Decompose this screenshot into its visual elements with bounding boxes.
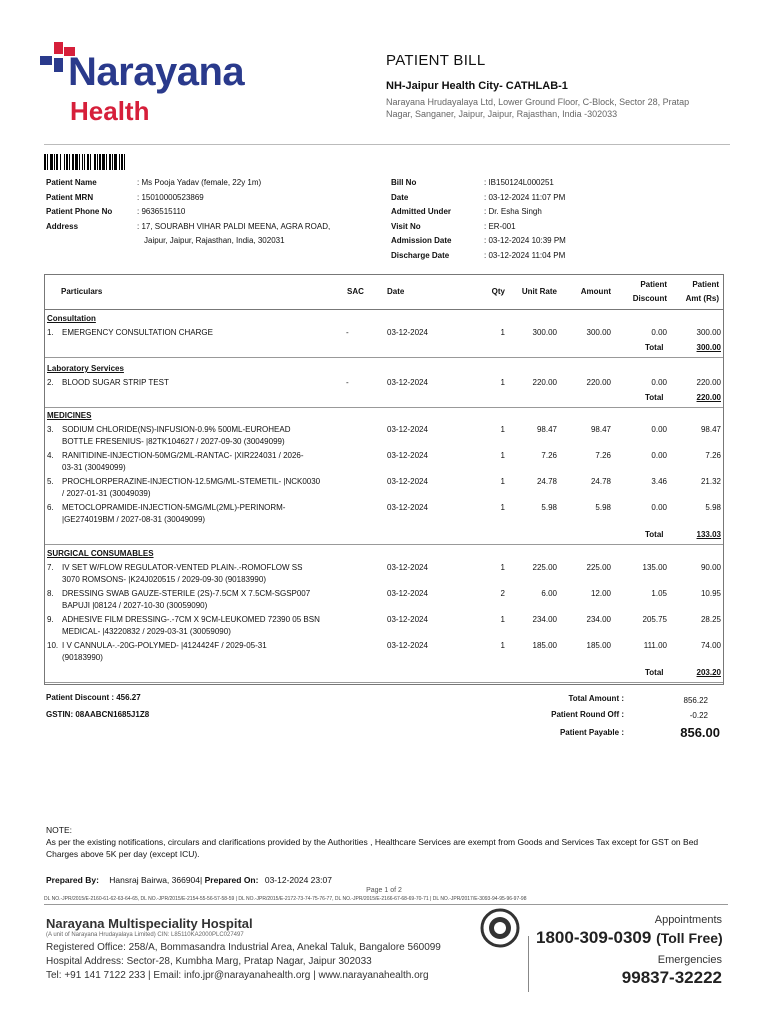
section-total-label: Total bbox=[645, 343, 664, 352]
item-date: 03-12-2024 bbox=[387, 563, 428, 572]
prepared-on-value: 03-12-2024 23:07 bbox=[264, 875, 332, 885]
item-date: 03-12-2024 bbox=[387, 641, 428, 650]
item-rate: 185.00 bbox=[532, 641, 557, 650]
item-qty: 2 bbox=[500, 589, 505, 598]
section-total-label: Total bbox=[645, 668, 664, 677]
logo-text-health: Health bbox=[70, 96, 150, 126]
emergencies-label: Emergencies bbox=[657, 954, 722, 966]
page-title: PATIENT BILL bbox=[386, 52, 486, 69]
col-sac: SAC bbox=[347, 287, 364, 296]
table-body bbox=[45, 310, 723, 684]
nabh-seal-icon bbox=[480, 908, 520, 948]
item-qty: 1 bbox=[500, 425, 505, 434]
prepared-by-value: Hansraj Bairwa, 366904| bbox=[109, 875, 203, 885]
divider bbox=[44, 144, 730, 145]
item-patient-amt: 74.00 bbox=[700, 641, 721, 650]
item-discount: 1.05 bbox=[651, 589, 667, 598]
patient-info-label: Patient Name bbox=[46, 178, 97, 187]
section-divider bbox=[45, 544, 723, 545]
appointments-label: Appointments bbox=[654, 914, 722, 926]
col-patient-discount-1: Patient bbox=[640, 280, 667, 289]
item-qty: 1 bbox=[500, 477, 505, 486]
patient-info-right bbox=[391, 176, 691, 264]
item-desc-cont: MEDICAL- |43220832 / 2029-03-31 (30059090) bbox=[62, 627, 231, 636]
item-desc: IV SET W/FLOW REGULATOR-VENTED PLAIN-.-ROMOFLOW SS bbox=[62, 563, 303, 572]
patient-info-row bbox=[46, 220, 376, 249]
item-rate: 234.00 bbox=[532, 615, 557, 624]
item-amount: 225.00 bbox=[586, 563, 611, 572]
round-off-value: -0.22 bbox=[689, 711, 708, 720]
item-sac: - bbox=[346, 378, 349, 387]
item-desc: RANITIDINE-INJECTION-50MG/2ML-RANTAC- |XIR224031 / 2026- bbox=[62, 451, 304, 460]
section-total-value: 220.00 bbox=[696, 393, 721, 402]
note bbox=[46, 824, 726, 860]
item-rate: 98.47 bbox=[536, 425, 557, 434]
total-amount-label: Total Amount : bbox=[568, 694, 624, 703]
item-qty: 1 bbox=[500, 615, 505, 624]
item-desc: EMERGENCY CONSULTATION CHARGE bbox=[62, 328, 213, 337]
patient-info-row bbox=[46, 191, 376, 206]
item-desc: ADHESIVE FILM DRESSING-.-7CM X 9CM-LEUKOMED 72390 05 BSN bbox=[62, 615, 320, 624]
footer-registered: Registered Office: 258/A, Bommasandra Industrial Area, Anekal Taluk, Bangalore 560099 bbox=[46, 942, 441, 953]
emergencies-number: 99837-32222 bbox=[621, 968, 722, 987]
bill-info-row bbox=[391, 249, 691, 264]
patient-info-value: : 15010000523869 bbox=[137, 192, 204, 202]
item-desc-cont: 03-31 (30049099) bbox=[62, 463, 126, 472]
section-total-label: Total bbox=[645, 393, 664, 402]
footer-hospital-name: Narayana Multispeciality Hospital bbox=[46, 916, 253, 931]
item-patient-amt: 28.25 bbox=[700, 615, 721, 624]
col-patient-amt-1: Patient bbox=[692, 280, 719, 289]
col-patient-discount-2: Discount bbox=[632, 294, 667, 303]
col-particulars: Particulars bbox=[61, 287, 103, 296]
bill-info-value: : 03-12-2024 11:04 PM bbox=[484, 250, 566, 260]
footer-hospital-address: Hospital Address: Sector-28, Kumbha Marg, Pratap Nagar, Jaipur 302033 bbox=[46, 956, 372, 967]
note-text: As per the existing notifications, circulars and clarifications provided by the Authorities , Healthcare Services are exempt from Goods and Services Tax except for GST on Bed Charges above 5K per day (except ICU). bbox=[46, 837, 699, 859]
patient-info-value: : 17, SOURABH VIHAR PALDI MEENA, AGRA ROAD, bbox=[137, 221, 331, 231]
item-no: 5. bbox=[47, 477, 54, 486]
bill-info-label: Bill No bbox=[391, 178, 417, 187]
item-discount: 111.00 bbox=[643, 641, 667, 650]
item-amount: 300.00 bbox=[586, 328, 611, 337]
item-no: 4. bbox=[47, 451, 54, 460]
item-date: 03-12-2024 bbox=[387, 451, 428, 460]
item-rate: 300.00 bbox=[532, 328, 557, 337]
section-divider bbox=[45, 357, 723, 358]
item-amount: 234.00 bbox=[586, 615, 611, 624]
item-amount: 220.00 bbox=[586, 378, 611, 387]
item-amount: 5.98 bbox=[595, 503, 611, 512]
bill-info-row bbox=[391, 191, 691, 206]
round-off-label: Patient Round Off : bbox=[551, 710, 624, 719]
bill-info-label: Admission Date bbox=[391, 236, 452, 246]
item-desc: METOCLOPRAMIDE-INJECTION-5MG/ML(2ML)-PERINORM- bbox=[62, 503, 286, 512]
section-divider bbox=[45, 682, 723, 683]
item-desc-cont: |GE274019BM / 2027-08-31 (30049099) bbox=[62, 515, 206, 524]
col-qty: Qty bbox=[491, 287, 505, 296]
item-qty: 1 bbox=[500, 563, 505, 572]
item-no: 2. bbox=[47, 378, 54, 387]
item-desc-cont: / 2027-01-31 (30049039) bbox=[62, 489, 151, 498]
section-title: Laboratory Services bbox=[47, 364, 124, 373]
logo-text-narayana: Narayana bbox=[68, 50, 245, 94]
item-discount: 3.46 bbox=[651, 477, 667, 486]
item-discount: 205.75 bbox=[642, 615, 667, 624]
item-qty: 1 bbox=[500, 378, 505, 387]
item-rate: 24.78 bbox=[536, 477, 557, 486]
item-no: 7. bbox=[47, 563, 54, 572]
item-discount: 0.00 bbox=[651, 328, 667, 337]
item-qty: 1 bbox=[500, 328, 505, 337]
section-title: Consultation bbox=[47, 314, 96, 323]
hospital-name: NH-Jaipur Health City- CATHLAB-1 bbox=[386, 80, 568, 92]
item-date: 03-12-2024 bbox=[387, 589, 428, 598]
item-sac: - bbox=[346, 328, 349, 337]
bill-info-label: Admitted Under bbox=[391, 207, 451, 217]
logo bbox=[36, 38, 296, 128]
item-no: 9. bbox=[47, 615, 54, 624]
bill-info-value: : Dr. Esha Singh bbox=[484, 207, 542, 217]
bill-info-label: Visit No bbox=[391, 221, 421, 231]
item-date: 03-12-2024 bbox=[387, 503, 428, 512]
item-no: 6. bbox=[47, 503, 54, 512]
bill-info-row bbox=[391, 234, 691, 249]
payable-value: 856.00 bbox=[680, 725, 720, 740]
item-no: 1. bbox=[47, 328, 54, 337]
footer-separator bbox=[528, 936, 529, 992]
item-desc: I V CANNULA-.-20G-POLYMED- |4124424F / 2029-05-31 bbox=[62, 641, 267, 650]
item-qty: 1 bbox=[500, 641, 505, 650]
item-amount: 7.26 bbox=[595, 451, 611, 460]
patient-info-label: Address bbox=[46, 221, 79, 231]
total-amount-value: 856.22 bbox=[683, 696, 708, 705]
item-amount: 98.47 bbox=[590, 425, 611, 434]
item-patient-amt: 10.95 bbox=[700, 589, 721, 598]
appointments-number: 1800-309-0309 (Toll Free) bbox=[536, 928, 723, 947]
item-rate: 225.00 bbox=[532, 563, 557, 572]
item-no: 3. bbox=[47, 425, 54, 434]
item-no: 10. bbox=[47, 641, 59, 650]
footer-contact: Tel: +91 141 7122 233 | Email: info.jpr@narayanahealth.org | www.narayanahealth.org bbox=[46, 970, 429, 981]
gstin: GSTIN: 08AABCN1685J1Z8 bbox=[46, 710, 150, 719]
section-total-value: 203.20 bbox=[696, 668, 721, 677]
bill-info-value: : 03-12-2024 10:39 PM bbox=[484, 236, 566, 246]
item-patient-amt: 300.00 bbox=[696, 328, 721, 337]
item-discount: 0.00 bbox=[651, 425, 667, 434]
item-discount: 135.00 bbox=[642, 563, 667, 572]
footer bbox=[36, 896, 736, 996]
item-patient-amt: 5.98 bbox=[705, 503, 721, 512]
bill-info-row bbox=[391, 176, 691, 191]
item-desc: BLOOD SUGAR STRIP TEST bbox=[62, 378, 169, 387]
item-date: 03-12-2024 bbox=[387, 615, 428, 624]
section-divider bbox=[45, 407, 723, 408]
bill-info-value: : IB150124L000251 bbox=[484, 178, 554, 187]
item-patient-amt: 7.26 bbox=[705, 451, 721, 460]
item-rate: 220.00 bbox=[532, 378, 557, 387]
item-amount: 12.00 bbox=[590, 589, 611, 598]
patient-info-value: : 9636515110 bbox=[137, 207, 186, 217]
col-unit-rate: Unit Rate bbox=[521, 287, 557, 296]
item-desc-cont: BOTTLE FRESENIUS- |82TK104627 / 2027-09-30 (30049099) bbox=[62, 437, 285, 446]
item-desc: SODIUM CHLORIDE(NS)-INFUSION-0.9% 500ML-EUROHEAD bbox=[62, 425, 291, 434]
item-amount: 24.78 bbox=[590, 477, 611, 486]
license-numbers: DL NO.-JPR/2015/E-2160-61-62-63-64-65, DL NO.-JPR/2015/E-2154-55-56-57-58-59 | DL NO.-JPR/2015/E-2172-73-74-75-76-77, DL NO.-JPR/2015/E-2166-67-68-69-70-71 | DL NO.-JPR/2017/E-3093-94-95-96-97-98 bbox=[44, 896, 527, 902]
patient-info-label: Patient MRN bbox=[46, 192, 94, 202]
item-amount: 185.00 bbox=[586, 641, 611, 650]
item-desc: DRESSING SWAB GAUZE-STERILE (2S)-7.5CM X 7.5CM-SGSP007 bbox=[62, 589, 311, 598]
bill-info-row bbox=[391, 220, 691, 235]
patient-info-left bbox=[46, 176, 376, 249]
col-patient-amt-2: Amt (Rs) bbox=[685, 294, 719, 303]
item-discount: 0.00 bbox=[651, 503, 667, 512]
footer-unit: (A unit of Narayana Hrudayalaya Limited) CIN: L85110KA2000PLC027497 bbox=[46, 932, 244, 938]
prepared-line bbox=[46, 875, 332, 885]
section-total-value: 133.03 bbox=[696, 530, 721, 539]
item-desc-cont: BAPUJI |08124 / 2027-10-30 (30059090) bbox=[62, 601, 208, 610]
bill-table bbox=[44, 274, 724, 685]
patient-info-row bbox=[46, 205, 376, 220]
bill-info-label: Discharge Date bbox=[391, 250, 450, 260]
bill-info-label: Date bbox=[391, 192, 409, 202]
col-date: Date bbox=[387, 287, 405, 296]
item-date: 03-12-2024 bbox=[387, 477, 428, 486]
section-title: SURGICAL CONSUMABLES bbox=[47, 549, 154, 558]
prepared-by-label: Prepared By: bbox=[46, 875, 99, 885]
item-date: 03-12-2024 bbox=[387, 378, 428, 387]
patient-info-label: Patient Phone No bbox=[46, 207, 113, 217]
prepared-on-label: Prepared On: bbox=[204, 875, 259, 885]
col-amount: Amount bbox=[580, 287, 611, 296]
section-total-value: 300.00 bbox=[696, 343, 721, 352]
barcode bbox=[44, 154, 164, 170]
item-date: 03-12-2024 bbox=[387, 328, 428, 337]
item-qty: 1 bbox=[500, 503, 505, 512]
patient-info-value-cont: Jaipur, Jaipur, Rajasthan, India, 302031 bbox=[144, 236, 285, 246]
page-number: Page 1 of 2 bbox=[366, 887, 402, 894]
item-qty: 1 bbox=[500, 451, 505, 460]
item-desc-cont: 3070 ROMSONS- |K24J020515 / 2029-09-30 (90183990) bbox=[62, 575, 266, 584]
section-total-label: Total bbox=[645, 530, 664, 539]
patient-info-row bbox=[46, 176, 376, 191]
patient-discount: Patient Discount : 456.27 bbox=[46, 693, 141, 702]
bill-info-row bbox=[391, 205, 691, 220]
item-date: 03-12-2024 bbox=[387, 425, 428, 434]
item-rate: 6.00 bbox=[541, 589, 557, 598]
item-patient-amt: 21.32 bbox=[700, 477, 721, 486]
note-heading: NOTE: bbox=[46, 825, 72, 835]
item-rate: 5.98 bbox=[541, 503, 557, 512]
item-patient-amt: 220.00 bbox=[696, 378, 721, 387]
item-patient-amt: 98.47 bbox=[700, 425, 721, 434]
item-no: 8. bbox=[47, 589, 54, 598]
patient-info-value: : Ms Pooja Yadav (female, 22y 1m) bbox=[137, 178, 262, 187]
item-discount: 0.00 bbox=[651, 451, 667, 460]
section-title: MEDICINES bbox=[47, 411, 92, 420]
item-discount: 0.00 bbox=[651, 378, 667, 387]
item-rate: 7.26 bbox=[541, 451, 557, 460]
bill-info-value: : ER-001 bbox=[484, 221, 516, 231]
item-patient-amt: 90.00 bbox=[700, 563, 721, 572]
item-desc: PROCHLORPERAZINE-INJECTION-12.5MG/ML-STEMETIL- |NCK0030 bbox=[62, 477, 321, 486]
payable-label: Patient Payable : bbox=[559, 728, 624, 737]
item-desc-cont: (90183990) bbox=[62, 653, 103, 662]
bill-info-value: : 03-12-2024 11:07 PM bbox=[484, 192, 566, 202]
table-header bbox=[45, 275, 723, 310]
hospital-address: Narayana Hrudayalaya Ltd, Lower Ground Floor, C-Block, Sector 28, Pratap Nagar, Sanganer, Jaipur, Jaipur, Rajasthan, India -302033 bbox=[386, 97, 690, 119]
